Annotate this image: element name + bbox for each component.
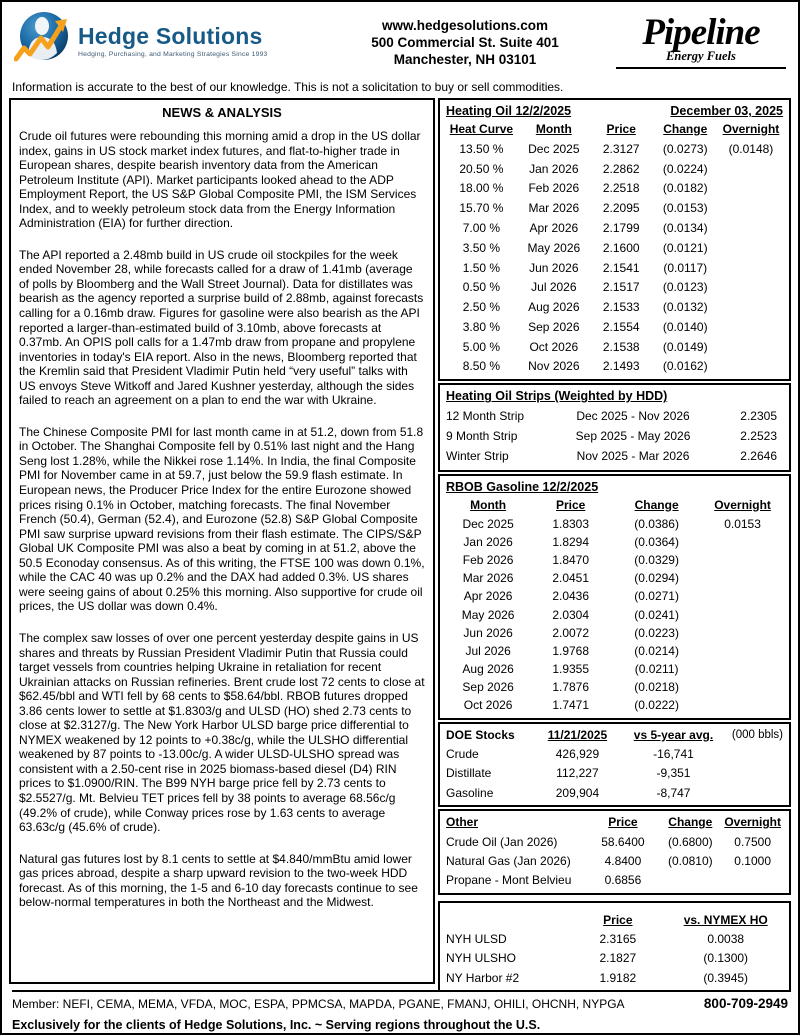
brand-text — [78, 23, 268, 58]
table-cell: 209,904 — [555, 785, 600, 800]
table-cell: Mar 2026 — [528, 201, 580, 216]
table-cell: 112,227 — [556, 766, 599, 781]
table-cell: 426,929 — [555, 747, 600, 762]
table-row — [446, 198, 783, 218]
street-address: 500 Commercial St. Suite 401 — [371, 35, 559, 50]
table-cell: 12 Month Strip — [446, 408, 525, 423]
table-row — [446, 930, 783, 949]
empty-header-cell — [446, 911, 567, 930]
table-cell: 2.1533 — [602, 300, 640, 315]
table-cell — [702, 533, 783, 551]
table-cell: 1.50 % — [462, 260, 501, 275]
table-cell: Sep 2026 — [462, 680, 514, 695]
table-cell: (0.0222) — [634, 698, 679, 713]
table-cell: 2.2862 — [602, 161, 640, 176]
column-header: Change — [668, 815, 713, 830]
table-cell: (0.0123) — [662, 280, 708, 295]
table-cell — [722, 783, 783, 802]
table-cell: May 2026 — [527, 240, 581, 255]
website-url: www.hedgesolutions.com — [381, 18, 548, 33]
table-cell: (0.6800) — [667, 834, 713, 849]
table-cell — [702, 624, 783, 642]
table-cell: -9,351 — [656, 766, 691, 781]
table-cell: 0.6856 — [604, 873, 642, 888]
column-header: Change — [663, 122, 708, 136]
table-cell: (0.0162) — [662, 359, 708, 374]
pipeline-logo — [616, 9, 786, 69]
table-row — [446, 405, 783, 425]
pipeline-logo-title: Pipeline — [642, 12, 760, 53]
news-paragraph: The Chinese Composite PMI for last month came in at 51.2, down from 51.8 in October. The Shanghai Composite fell by 0.51% last night and the Hang Seng lost 1.28%, while the Nikkei rose 1.14%. In India, the final Composite PMI for November came in at 59.7, just below the 59.9 flash estimate. In European news, the Producer Price Index for the entire Eurozone showed prices rising 0.1% in October, matching forecasts. The final November French (50.4), German (52.4), and Eurozone (52.8) S&P Global Composite PMI saw surprise upward revisions from their flash estimate. The CIPS/S&P Global UK Composite PMI was also a beat by coming in at 51.2, above the 50.5 Econoday consensus. As of this writing, the FTSE 100 was down 0.1%, while the CAC 40 was up 0.2% and the DAX had added 0.3%. US shares were seeing gains of about 0.25% this morning. Also supportive for crude oil prices, the US dollar was down 0.4%. — [19, 424, 425, 614]
table-cell: 0.0038 — [707, 932, 745, 947]
main-content — [2, 98, 798, 984]
table-cell: 2.0072 — [552, 625, 590, 640]
news-analysis-box — [9, 98, 435, 984]
table-header-row — [446, 120, 783, 139]
table-cell — [702, 569, 783, 587]
table-cell: (0.0132) — [662, 300, 708, 315]
table-row — [446, 968, 783, 987]
table-cell: 2.0451 — [552, 571, 590, 586]
units-label: (000 bbls) — [731, 728, 783, 741]
table-cell: Distillate — [446, 766, 492, 781]
pipeline-logo-subtitle: Energy Fuels — [666, 49, 736, 63]
table-row — [446, 357, 783, 377]
table-cell: Crude Oil (Jan 2026) — [446, 834, 558, 849]
table-cell — [719, 238, 783, 258]
table-cell: Crude — [446, 747, 479, 762]
report-date: December 03, 2025 — [670, 104, 783, 118]
table-cell: Jan 2026 — [463, 534, 513, 549]
table-cell: 2.1554 — [602, 319, 640, 334]
table-cell: 2.0436 — [552, 589, 590, 604]
news-paragraph: The API reported a 2.48mb build in US crude oil stockpiles for the week ended November 28, while forecasts called for a draw of 1.41mb (average of polls by Bloomberg and the Wall Street Journal). Data for distillates was bearish as the agency reported a surprise build of 2.88mb, against forecasts calling for a 0.16mb draw. Figures for gasoline were also bearish as the API reported a larger-than-estimated build of 3.10mb, above forecasts at 0.37mb. An OPIS poll calls for a 1.47mb draw from propane and propylene inventories in today's EIA report. Also in the news, Bloomberg reported that the Kremlin said that President Vladimir Putin held “very useful” talks with US envoys Steve Witkoff and Jared Kushner yesterday, although the sides failed to reach an agreement on a plan to end the war with Ukraine. — [19, 247, 424, 408]
table-cell: (0.0140) — [662, 319, 708, 334]
brand-name: Hedge Solutions — [78, 23, 263, 49]
table-row — [446, 696, 783, 714]
table-row — [446, 745, 783, 764]
column-header: Heat Curve — [449, 122, 514, 136]
table-cell: 2.1600 — [602, 240, 640, 255]
table-header-row — [446, 911, 783, 930]
phone-number: 800-709-2949 — [703, 996, 788, 1011]
nymex-compare-table — [446, 911, 783, 988]
table-cell: -8,747 — [656, 785, 691, 800]
table-cell: (0.0182) — [662, 181, 708, 196]
table-cell: (0.0329) — [634, 552, 679, 567]
table-cell: 2.2518 — [602, 181, 640, 196]
table-cell: (0.0224) — [662, 161, 708, 176]
column-header: Overnight — [722, 122, 780, 136]
table-cell: Feb 2026 — [462, 552, 514, 567]
table-cell: 2.2095 — [602, 201, 640, 216]
table-row — [446, 238, 783, 258]
column-header: Overnight — [724, 815, 781, 830]
company-address — [371, 9, 559, 68]
table-cell: 2.2305 — [740, 408, 777, 423]
column-header: vs 5-year avg. — [633, 727, 714, 742]
table-row — [446, 515, 783, 533]
member-line: Member: NEFI, CEMA, MEMA, VFDA, MOC, ESPA, PPMCSA, MAPDA, PGANE, FMANJ, OHILI, OHCNH, NYPGA — [12, 990, 690, 1011]
table-cell: 1.8294 — [552, 534, 590, 549]
table-cell — [719, 258, 783, 278]
table-cell — [702, 605, 783, 623]
table-cell: Nov 2026 — [528, 359, 580, 374]
heating-oil-table — [446, 120, 783, 376]
table-cell: (0.1300) — [703, 951, 749, 966]
table-cell — [702, 678, 783, 696]
table-cell — [702, 587, 783, 605]
table-cell: Dec 2025 - Nov 2026 — [576, 408, 690, 423]
footer-tagline: Exclusively for the clients of Hedge Solutions, Inc. ~ Serving regions throughout the U.S. — [12, 1018, 541, 1032]
table-cell: Aug 2026 — [528, 300, 580, 315]
table-cell: 9 Month Strip — [446, 428, 518, 443]
table-cell: 58.6400 — [601, 834, 645, 849]
table-cell — [702, 660, 783, 678]
table-cell: Apr 2026 — [463, 589, 513, 604]
table-cell: Winter Strip — [446, 449, 509, 464]
table-row — [446, 551, 783, 569]
table-cell: NY Harbor #2 — [446, 970, 520, 985]
disclaimer-text: Information is accurate to the best of our knowledge. This is not a solicitation to buy or sell commodities. — [12, 80, 564, 94]
table-cell: 0.7500 — [734, 834, 771, 849]
table-cell — [719, 337, 783, 357]
table-cell — [658, 871, 722, 890]
hedge-solutions-emblem-icon — [14, 9, 72, 72]
table-cell: 2.1538 — [602, 339, 640, 354]
table-cell: Oct 2026 — [529, 339, 579, 354]
table-cell: Apr 2026 — [529, 221, 579, 236]
table-cell — [702, 551, 783, 569]
table-cell: 2.50 % — [462, 300, 501, 315]
table-cell: NYH ULSD — [446, 932, 507, 947]
table-row — [446, 783, 783, 802]
table-cell: 3.80 % — [462, 319, 501, 334]
table-cell: (0.0364) — [634, 534, 679, 549]
table-cell: (0.0148) — [728, 141, 774, 156]
table-cell: 2.2646 — [740, 449, 777, 464]
table-cell: 20.50 % — [459, 161, 504, 176]
news-paragraph: The complex saw losses of over one percent yesterday despite gains in US shares and threats by Russian President Vladimir Putin that Russia could target vessels from countries helping Ukraine in retaliation for recent Ukrainian attacks on Russian refineries. Brent crude lost 72 cents to close at $62.45/bbl and WTI fell by 68 cents to $58.64/bbl. RBOB futures dropped 3.86 cents lower to settle at $1.8303/g and ULSD (HO) shed 2.73 cents to close at $2.3127/g. The New York Harbor ULSD barge price differential to NYMEX weakened by 12 points to +0.38c/g, while the ULSHO differential weakened by 87 points to -13.00c/g. A wider ULSD-ULSHO spread was consistent with a 2.50-cent rise in 2025 biomass-based diesel (D4) RIN prices to $1.0900/RIN. The B99 NYH barge price fell by 2.73 cents to $2.5527/g. Mt. Belvieu TET prices fell by 38 points to average 68.56c/g (49.2% of crude), while Conway prices rose by 1.63 cents to average 63.63c/g (45.6% of crude). — [19, 630, 425, 835]
table-row — [446, 446, 783, 466]
table-cell: (0.0134) — [662, 221, 708, 236]
table-cell: 18.00 % — [459, 181, 504, 196]
table-cell — [719, 277, 783, 297]
table-cell: (0.0121) — [662, 240, 708, 255]
table-cell: Jun 2026 — [463, 625, 513, 640]
table-cell: Jan 2026 — [529, 161, 579, 176]
pipeline-logo-rule — [616, 67, 786, 69]
table-cell: 2.1827 — [599, 951, 637, 966]
other-title: Other — [446, 815, 479, 830]
table-row — [446, 297, 783, 317]
table-header-row — [446, 496, 783, 515]
table-cell: 13.50 % — [459, 141, 504, 156]
table-row — [446, 426, 783, 446]
strips-title: Heating Oil Strips (Weighted by HDD) — [446, 389, 668, 404]
table-row — [446, 871, 783, 890]
table-cell: Aug 2026 — [462, 662, 514, 677]
other-prices-box — [438, 809, 791, 895]
nymex-compare-box — [438, 901, 791, 993]
table-cell: Oct 2026 — [463, 698, 513, 713]
table-row — [446, 317, 783, 337]
column-header: Price — [603, 912, 633, 927]
table-cell: Feb 2026 — [528, 181, 580, 196]
hedge-solutions-logo — [14, 9, 314, 72]
column-header: Price — [606, 122, 636, 136]
table-cell — [719, 179, 783, 199]
table-row — [446, 851, 783, 870]
doe-stocks-box — [438, 722, 791, 808]
table-cell — [722, 871, 783, 890]
table-cell — [719, 317, 783, 337]
table-cell: 2.2523 — [740, 428, 777, 443]
column-header: Overnight — [714, 497, 771, 512]
column-header: Price — [556, 497, 586, 512]
doe-stocks-table — [446, 726, 783, 803]
table-cell: Jul 2026 — [531, 280, 577, 295]
table-cell: Nov 2025 - Mar 2026 — [576, 449, 690, 464]
table-cell: 5.00 % — [462, 339, 501, 354]
table-row — [446, 218, 783, 238]
table-cell — [702, 642, 783, 660]
table-cell: (0.0117) — [663, 260, 708, 275]
table-row — [446, 660, 783, 678]
table-cell — [719, 218, 783, 238]
table-cell: 1.9355 — [552, 662, 590, 677]
table-cell: 2.1493 — [602, 359, 640, 374]
table-cell: -16,741 — [653, 747, 694, 762]
table-row — [446, 764, 783, 783]
table-row — [446, 337, 783, 357]
table-cell: (0.0149) — [662, 339, 708, 354]
table-row — [446, 587, 783, 605]
news-paragraph: Natural gas futures lost by 8.1 cents to settle at $4.840/mmBtu amid lower gas prices abroad, despite a sharp upward revision to the two-week HDD forecast. As of this morning, the 1-5 and 6-10 day forecasts continue to see below-normal temperatures in both the Northeast and the Midwest. — [19, 851, 418, 910]
table-cell: 1.8470 — [552, 552, 590, 567]
column-header: vs. NYMEX HO — [683, 912, 768, 927]
table-row — [446, 258, 783, 278]
strips-table — [446, 405, 783, 466]
heating-oil-title-row — [446, 102, 783, 120]
table-cell — [719, 159, 783, 179]
table-cell: (0.0294) — [634, 571, 679, 586]
table-cell — [722, 764, 783, 783]
table-cell — [719, 198, 783, 218]
news-section-title: NEWS & ANALYSIS — [162, 105, 282, 120]
column-header: Month — [470, 497, 507, 512]
table-cell: (0.0241) — [634, 607, 679, 622]
table-cell: (0.0273) — [662, 141, 708, 156]
heating-oil-title: Heating Oil 12/2/2025 — [446, 104, 572, 118]
table-cell: Gasoline — [446, 785, 494, 800]
table-cell — [702, 696, 783, 714]
table-cell — [719, 297, 783, 317]
table-cell: 15.70 % — [459, 201, 504, 216]
table-header-row — [446, 726, 783, 745]
table-cell: (0.0214) — [634, 643, 679, 658]
table-cell: 0.0153 — [724, 516, 761, 531]
table-row — [446, 624, 783, 642]
table-row — [446, 533, 783, 551]
column-header: 11/21/2025 — [547, 727, 608, 742]
table-cell: 1.9768 — [552, 643, 590, 658]
table-cell: Mar 2026 — [462, 571, 514, 586]
table-cell: (0.0223) — [634, 625, 679, 640]
table-cell: 1.7471 — [552, 698, 590, 713]
column-header: Month — [535, 122, 572, 136]
doe-title: DOE Stocks — [446, 727, 515, 742]
table-cell: (0.3945) — [703, 970, 749, 985]
table-cell: 2.3127 — [602, 141, 640, 156]
heating-oil-box — [438, 98, 791, 381]
table-cell — [722, 745, 783, 764]
table-cell: Dec 2025 — [462, 516, 514, 531]
table-cell: Jul 2026 — [465, 643, 511, 658]
table-header-row — [446, 813, 783, 832]
table-cell: 3.50 % — [462, 240, 501, 255]
footer-top-row — [12, 990, 788, 1011]
table-row — [446, 159, 783, 179]
other-prices-table — [446, 813, 783, 890]
table-row — [446, 139, 783, 159]
table-cell: 1.9182 — [599, 970, 637, 985]
table-cell: (0.0810) — [667, 853, 713, 868]
column-header: Change — [634, 497, 679, 512]
news-body — [19, 129, 425, 910]
rbob-title: RBOB Gasoline 12/2/2025 — [446, 479, 599, 494]
table-cell: May 2026 — [461, 607, 515, 622]
table-cell: 2.1541 — [602, 260, 640, 275]
table-cell: (0.0211) — [634, 662, 679, 677]
table-cell: NYH ULSHO — [446, 951, 517, 966]
table-cell: (0.0153) — [662, 201, 708, 216]
table-cell: 1.7876 — [552, 680, 590, 695]
table-row — [446, 277, 783, 297]
market-data-column — [438, 98, 791, 984]
header — [2, 2, 798, 78]
table-row — [446, 949, 783, 968]
table-cell: Sep 2026 — [528, 319, 580, 334]
table-cell: 8.50 % — [462, 359, 501, 374]
city-state-zip: Manchester, NH 03101 — [393, 52, 537, 67]
table-cell: (0.0218) — [634, 680, 679, 695]
table-cell: Jun 2026 — [529, 260, 579, 275]
news-paragraph: Crude oil futures were rebounding this morning amid a drop in the US dollar index, gains in US stock market index futures, and flat-to-higher trade in European shares, despite bearish inventory data from the American Petroleum Institute (API). Market participants looked ahead to the ADP Employment Report, the US S&P Global Composite PMI, the ISM Services Index, and to weekly petroleum stock data from the Energy Information Administration (EIA) for further direction. — [19, 129, 421, 231]
table-cell: 4.8400 — [604, 853, 642, 868]
table-row — [446, 678, 783, 696]
table-cell: 2.0304 — [552, 607, 590, 622]
footer — [2, 984, 798, 1032]
table-cell: 0.50 % — [462, 280, 501, 295]
table-cell: Dec 2025 — [528, 141, 580, 156]
table-cell: Sep 2025 - May 2026 — [575, 428, 691, 443]
heating-oil-strips-box — [438, 383, 791, 471]
brand-tagline: Hedging, Purchasing, and Marketing Strategies Since 1993 — [78, 51, 268, 58]
column-header: Price — [608, 815, 638, 830]
table-cell: 7.00 % — [462, 221, 501, 236]
table-row — [446, 642, 783, 660]
table-cell: 2.3165 — [599, 932, 637, 947]
table-cell: (0.0386) — [634, 516, 679, 531]
table-cell: (0.0271) — [634, 589, 679, 604]
rbob-gasoline-box — [438, 474, 791, 720]
table-cell: 2.1799 — [602, 221, 640, 236]
table-cell: 0.1000 — [734, 853, 771, 868]
rbob-table — [446, 496, 783, 715]
table-row — [446, 832, 783, 851]
table-cell: Natural Gas (Jan 2026) — [446, 853, 571, 868]
table-row — [446, 569, 783, 587]
table-row — [446, 605, 783, 623]
table-row — [446, 179, 783, 199]
table-cell: 1.8303 — [552, 516, 590, 531]
table-cell: 2.1517 — [602, 280, 640, 295]
table-cell — [719, 357, 783, 377]
table-cell: Propane - Mont Belvieu — [446, 873, 572, 888]
